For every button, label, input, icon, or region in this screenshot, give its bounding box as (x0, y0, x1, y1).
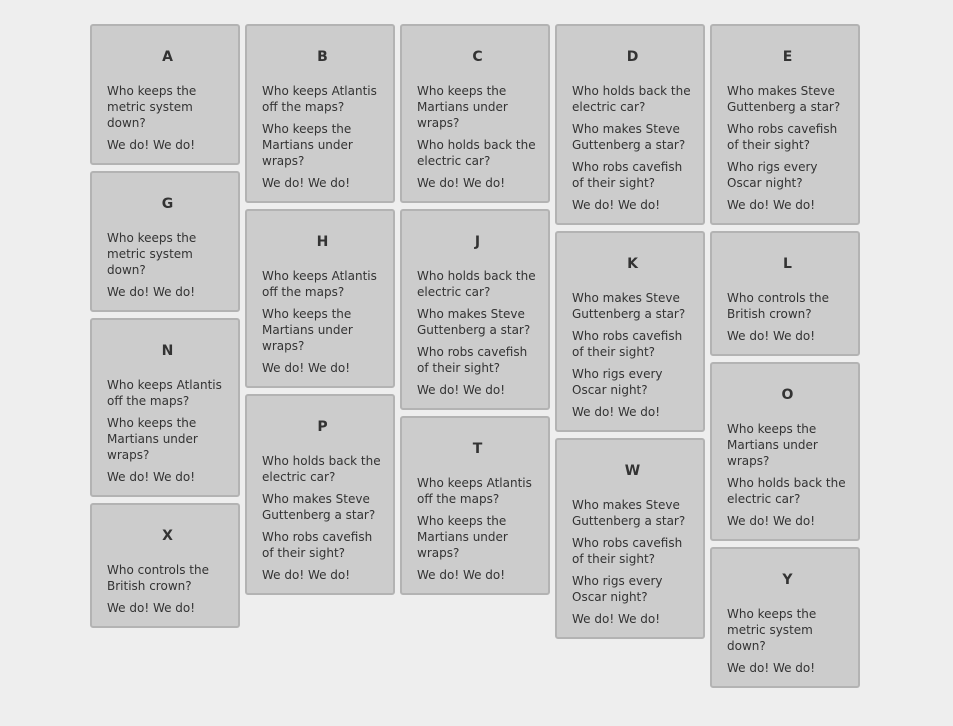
card-line: Who rigs every Oscar night? (572, 367, 663, 397)
card-line: We do! We do! (727, 198, 816, 212)
card-y (710, 547, 860, 688)
column-3 (400, 24, 550, 601)
card-e (710, 24, 860, 225)
card-line: We do! We do! (262, 176, 351, 190)
card-line: We do! We do! (727, 514, 816, 528)
card-line: We do! We do! (572, 612, 661, 626)
card-t (400, 416, 550, 595)
card-l (710, 231, 860, 356)
card-line: Who makes Steve Guttenberg a star? (417, 307, 531, 337)
card-a (90, 24, 240, 165)
column-1 (90, 24, 240, 634)
card-line: Who rigs every Oscar night? (727, 160, 818, 190)
card-h (245, 209, 395, 388)
card-title: K (627, 256, 638, 272)
card-line: Who keeps the Martians under wraps? (262, 122, 353, 168)
column-5 (710, 24, 860, 694)
card-w (555, 438, 705, 639)
card-line: Who holds back the electric car? (572, 84, 691, 114)
card-k (555, 231, 705, 432)
card-line: Who makes Steve Guttenberg a star? (572, 122, 686, 152)
card-title: W (624, 463, 641, 479)
card-title: J (474, 234, 481, 250)
column-2 (245, 24, 395, 601)
card-line: Who keeps Atlantis off the maps? (417, 476, 532, 506)
card-d (555, 24, 705, 225)
card-line: Who keeps Atlantis off the maps? (262, 269, 377, 299)
card-line: Who rigs every Oscar night? (572, 574, 663, 604)
card-title: G (161, 196, 174, 212)
card-title: H (316, 234, 329, 250)
card-line: We do! We do! (107, 601, 196, 615)
card-b (245, 24, 395, 203)
card-title: P (317, 419, 328, 435)
card-line: Who keeps Atlantis off the maps? (107, 378, 222, 408)
card-line: Who keeps the Martians under wraps? (107, 416, 198, 462)
card-line: We do! We do! (107, 138, 196, 152)
card-line: Who robs cavefish of their sight? (417, 345, 528, 375)
card-title: X (162, 528, 173, 544)
card-x (90, 503, 240, 628)
card-line: Who makes Steve Guttenberg a star? (572, 291, 686, 321)
card-line: Who keeps the Martians under wraps? (727, 422, 818, 468)
card-line: Who holds back the electric car? (417, 138, 536, 168)
card-line: Who controls the British crown? (727, 291, 829, 321)
card-line: We do! We do! (107, 285, 196, 299)
card-line: We do! We do! (572, 405, 661, 419)
card-title: L (783, 256, 792, 272)
card-line: Who robs cavefish of their sight? (262, 530, 373, 560)
card-line: Who keeps the metric system down? (107, 231, 197, 277)
card-line: We do! We do! (262, 568, 351, 582)
card-line: We do! We do! (727, 329, 816, 343)
column-4 (555, 24, 705, 645)
card-line: Who keeps the Martians under wraps? (417, 514, 508, 560)
card-p (245, 394, 395, 595)
card-title: N (161, 343, 174, 359)
card-line: Who makes Steve Guttenberg a star? (572, 498, 686, 528)
card-line: Who robs cavefish of their sight? (572, 329, 683, 359)
card-o (710, 362, 860, 541)
card-line: We do! We do! (417, 568, 506, 582)
card-line: We do! We do! (727, 661, 816, 675)
card-line: Who robs cavefish of their sight? (727, 122, 838, 152)
card-line: Who keeps the Martians under wraps? (417, 84, 508, 130)
card-line: We do! We do! (417, 176, 506, 190)
card-line: Who robs cavefish of their sight? (572, 536, 683, 566)
card-g (90, 171, 240, 312)
card-line: Who makes Steve Guttenberg a star? (727, 84, 841, 114)
card-line: Who robs cavefish of their sight? (572, 160, 683, 190)
card-line: Who keeps the Martians under wraps? (262, 307, 353, 353)
card-j (400, 209, 550, 410)
card-title: O (781, 387, 794, 403)
card-line: We do! We do! (572, 198, 661, 212)
card-n (90, 318, 240, 497)
card-line: We do! We do! (417, 383, 506, 397)
card-line: Who makes Steve Guttenberg a star? (262, 492, 376, 522)
card-line: Who holds back the electric car? (417, 269, 536, 299)
card-title: C (472, 49, 483, 65)
card-line: We do! We do! (262, 361, 351, 375)
card-title: A (162, 49, 173, 65)
card-line: Who keeps the metric system down? (727, 607, 817, 653)
card-line: We do! We do! (107, 470, 196, 484)
card-title: D (626, 49, 639, 65)
card-title: E (782, 49, 793, 65)
card-line: Who holds back the electric car? (262, 454, 381, 484)
card-title: T (472, 441, 483, 457)
card-line: Who controls the British crown? (107, 563, 209, 593)
card-c (400, 24, 550, 203)
card-title: Y (782, 572, 793, 588)
card-line: Who keeps the metric system down? (107, 84, 197, 130)
card-line: Who keeps Atlantis off the maps? (262, 84, 377, 114)
card-title: B (317, 49, 328, 65)
card-line: Who holds back the electric car? (727, 476, 846, 506)
